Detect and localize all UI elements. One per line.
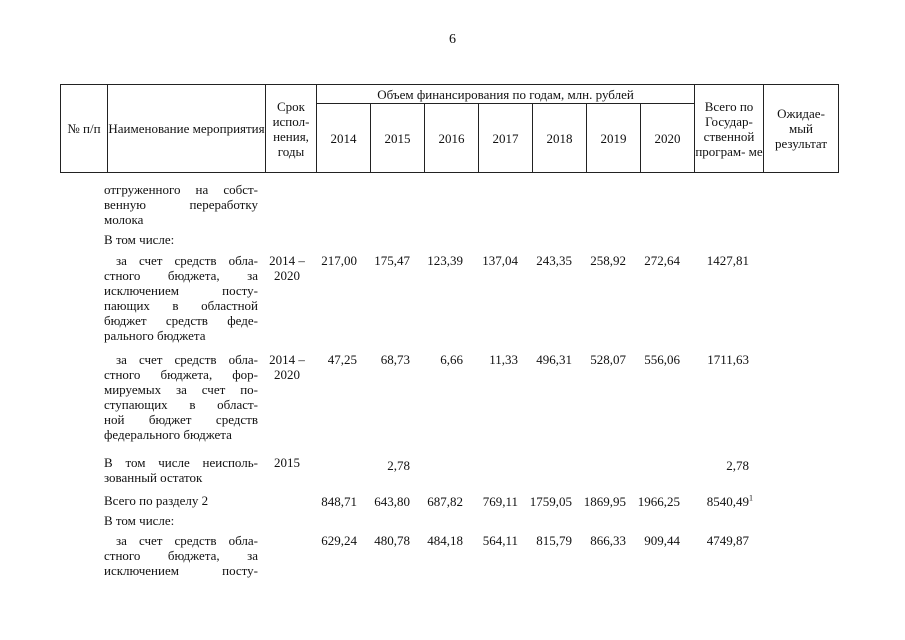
header-year: 2019: [587, 104, 641, 173]
row-name: В том числе:: [104, 513, 175, 528]
value-2019: 258,92: [590, 253, 626, 268]
value-2015: 175,47: [374, 253, 410, 268]
header-year: 2015: [371, 104, 425, 173]
header-term: Срок испол- нения, годы: [266, 85, 317, 173]
header-total: Всего по Государ- ственной програм- ме: [695, 85, 764, 173]
row-term: 2015: [274, 455, 300, 470]
value-total: 1427,81: [706, 253, 749, 268]
value-total: 1711,63: [707, 352, 749, 367]
row-term: 2014 – 2020: [269, 253, 305, 283]
value-2020: 1966,25: [637, 494, 680, 509]
value-2014: 47,25: [327, 352, 357, 367]
value-2016: 484,18: [427, 533, 463, 548]
row-name: стного бюджета, за исключением посту-: [104, 548, 258, 578]
header-year: 2014: [317, 104, 371, 173]
value-total: 2,78: [726, 458, 749, 473]
value-2014: 629,24: [321, 533, 357, 548]
value-2018: 1759,05: [529, 494, 572, 509]
row-name: В том числе неисполь- зованный остаток: [104, 455, 258, 485]
value-2017: 11,33: [489, 352, 518, 367]
row-name: за счет средств обла-: [116, 352, 258, 367]
value-2016: 123,39: [427, 253, 463, 268]
value-2019: 1869,95: [583, 494, 626, 509]
value-2018: 243,35: [536, 253, 572, 268]
row-term: 2014 – 2020: [269, 352, 305, 382]
value-2015: 68,73: [380, 352, 410, 367]
value-2018: 496,31: [536, 352, 572, 367]
row-name: стного бюджета, за исключением посту- пающих в областной бюджет средств феде- рального бюджета: [104, 268, 258, 343]
value-2020: 909,44: [644, 533, 680, 548]
value-2019: 528,07: [590, 352, 626, 367]
value-2014: 848,71: [321, 494, 357, 509]
value-2017: 137,04: [482, 253, 518, 268]
value-2020: 272,64: [644, 253, 680, 268]
row-name: за счет средств обла-: [116, 253, 258, 268]
value-2017: 564,11: [482, 533, 518, 548]
value-2015: 643,80: [374, 494, 410, 509]
header-year: 2020: [641, 104, 695, 173]
value-2015: 2,78: [387, 458, 410, 473]
header-year: 2016: [425, 104, 479, 173]
value-2020: 556,06: [644, 352, 680, 367]
value-2017: 769,11: [482, 494, 518, 509]
row-name: стного бюджета, фор- мируемых за счет по- ступающих в област- ной бюджет средств федерального бюджета: [104, 367, 258, 442]
value-2016: 6,66: [440, 352, 463, 367]
row-name: за счет средств обла-: [116, 533, 258, 548]
header-number: № п/п: [61, 85, 108, 173]
value-total: 8540,49$^1$: [706, 493, 753, 509]
row-name: отгруженного на собст- венную переработку молока: [104, 182, 258, 227]
header-name: Наименование мероприятия: [108, 85, 266, 173]
value-total: 4749,87: [706, 533, 749, 548]
value-2014: 217,00: [321, 253, 357, 268]
header-result: Ожидае- мый результат: [764, 85, 839, 173]
page-number: 6: [449, 32, 456, 47]
value-2015: 480,78: [374, 533, 410, 548]
footnote-mark: 1: [749, 493, 753, 503]
value-2016: 687,82: [427, 494, 463, 509]
header-funding: Объем финансирования по годам, млн. рублей: [317, 85, 695, 104]
header-year: 2018: [533, 104, 587, 173]
row-name: Всего по разделу 2: [104, 493, 209, 508]
header-year: 2017: [479, 104, 533, 173]
value-2018: 815,79: [536, 533, 572, 548]
row-name: В том числе:: [104, 232, 175, 247]
value-2019: 866,33: [590, 533, 626, 548]
